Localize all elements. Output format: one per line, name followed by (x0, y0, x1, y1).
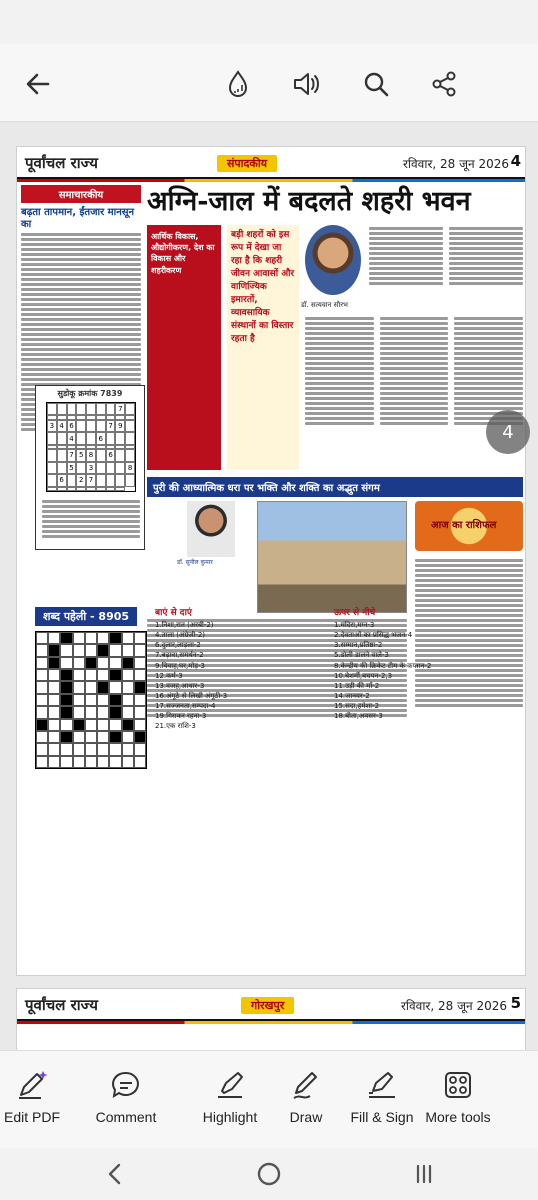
crossword-cell (36, 743, 48, 755)
edit-pdf-icon (0, 1069, 82, 1101)
across-clue: 7.बढ़ावा,समर्थन-2 (155, 651, 204, 660)
crossword-cell (97, 756, 109, 768)
search-icon[interactable] (356, 64, 396, 104)
sudoku-cell (57, 403, 67, 415)
across-clue: 9.विवाह,घर,मोड़-3 (155, 661, 205, 670)
crossword-cell (97, 719, 109, 731)
sudoku-cell (47, 432, 57, 444)
sudoku-cell (96, 474, 106, 486)
sudoku-cell (96, 449, 106, 461)
crossword-cell (73, 719, 85, 731)
crossword-cell (36, 669, 48, 681)
crossword-cell (97, 706, 109, 718)
crossword-cell (48, 632, 60, 644)
sudoku-cell (86, 403, 96, 415)
crossword-cell (122, 756, 134, 768)
crossword-cell (134, 644, 146, 656)
crossword-cell (122, 669, 134, 681)
crossword-cell (122, 694, 134, 706)
author-photo (305, 225, 361, 295)
top-toolbar (0, 44, 538, 122)
crossword-cell (109, 644, 121, 656)
system-navigation-bar (0, 1148, 538, 1200)
pdf-page-5 (16, 988, 526, 1050)
crossword-cell (85, 632, 97, 644)
headline: अग्नि-जाल में बदलते शहरी भवन (147, 186, 471, 217)
crossword-cell (48, 719, 60, 731)
crossword-cell (60, 756, 72, 768)
crossword-cell (97, 657, 109, 669)
section-label: गोरखपुर (241, 997, 294, 1014)
sudoku-cell: 2 (76, 474, 86, 486)
across-clue: 4.ताला (अंग्रेजी-2) (155, 631, 206, 640)
crossword-cell (73, 756, 85, 768)
draw-label: Draw (289, 1109, 323, 1125)
sudoku-grid (46, 402, 136, 492)
crossword-cell (73, 644, 85, 656)
crossword-cell (73, 681, 85, 693)
sudoku-cell: 3 (86, 462, 96, 474)
crossword-cell (60, 743, 72, 755)
crossword-cell (97, 743, 109, 755)
across-clue: 17.सज्जनता,सम्पदा-4 (155, 702, 216, 711)
comment-icon (76, 1069, 176, 1101)
color-stripe (17, 1021, 525, 1024)
more-tools-button[interactable] (408, 1069, 508, 1125)
crossword-cell (73, 657, 85, 669)
sudoku-cell (106, 403, 116, 415)
crossword-cell (122, 743, 134, 755)
sudoku-cell: 8 (86, 449, 96, 461)
crossword-cell (109, 681, 121, 693)
across-clue: 16.अंगूठे से लिखी अंगूठी-3 (155, 692, 228, 701)
sudoku-cell (57, 487, 67, 491)
fill-sign-label: Fill & Sign (350, 1109, 414, 1125)
crossword-cell (85, 644, 97, 656)
crossword-cell (60, 694, 72, 706)
crossword-grid (35, 631, 147, 769)
crossword-cell (36, 719, 48, 731)
sudoku-cell (57, 462, 67, 474)
newspaper-name: पूर्वांचल राज्य (25, 154, 98, 172)
more-tools-label: More tools (425, 1109, 491, 1125)
sudoku-cell: 4 (67, 432, 77, 444)
page-header (17, 147, 525, 179)
crossword-cell (85, 657, 97, 669)
comment-label: Comment (95, 1109, 157, 1125)
across-clue: 6.दुलार,लाड़ला-2 (155, 641, 201, 650)
puri-headline: पुरी की आध्यात्मिक धरा पर भक्ति और शक्ति का अद्भुत संगम (147, 477, 523, 497)
status-bar (0, 0, 538, 44)
crossword-cell (60, 644, 72, 656)
sudoku-cell (106, 432, 116, 444)
across-clue: 12.कर्म-3 (155, 671, 183, 680)
crossword-cell (48, 756, 60, 768)
crossword-cell (134, 731, 146, 743)
sudoku-cell: 7 (86, 474, 96, 486)
page-indicator[interactable]: 4 (486, 410, 530, 454)
across-clue: 13.वजह,आधार-3 (155, 681, 205, 690)
page-header (17, 989, 525, 1021)
crossword-cell (73, 706, 85, 718)
crossword-cell (85, 694, 97, 706)
sudoku-cell: 7 (115, 403, 125, 415)
crossword-cell (36, 706, 48, 718)
sudoku-cell: 5 (67, 462, 77, 474)
crossword-cell (109, 743, 121, 755)
down-clue: 3.सम्मान,प्रतिष्ठा-2 (334, 641, 383, 650)
across-clue: 21.एक राशि-3 (155, 722, 196, 731)
crossword-cell (134, 706, 146, 718)
edit-pdf-label: Edit PDF (3, 1109, 60, 1125)
editorial-tag: समाचारकीय (21, 185, 141, 203)
crossword-cell (109, 694, 121, 706)
sudoku-cell: 7 (106, 420, 116, 432)
crossword-cell (122, 719, 134, 731)
pdf-viewer[interactable] (0, 122, 538, 1050)
crossword-cell (134, 657, 146, 669)
sudoku-cell (115, 487, 125, 491)
section-label: संपादकीय (217, 155, 277, 172)
byline: डॉ. सत्यवान सौरभ (301, 301, 348, 309)
sudoku-cell (67, 403, 77, 415)
sudoku-cell (106, 487, 116, 491)
sudoku-cell: 7 (67, 449, 77, 461)
back-arrow-icon[interactable] (18, 64, 58, 104)
crossword-cell (60, 632, 72, 644)
crossword-cell (60, 719, 72, 731)
down-clue: 14.जानवर-2 (334, 692, 370, 701)
page-date: रविवार, 28 जून 2026 (402, 157, 509, 171)
puri-author-photo (187, 501, 235, 557)
sudoku-cell (57, 432, 67, 444)
sudoku-cell (125, 403, 135, 415)
sudoku-cell (115, 449, 125, 461)
crossword-cell (109, 657, 121, 669)
crossword-cell (48, 669, 60, 681)
sudoku-cell (125, 449, 135, 461)
down-clue: 15.सदा,हमेशा-2 (334, 702, 380, 711)
rashifal-title: आज का राशिफल (431, 520, 497, 531)
rashifal-banner (415, 501, 523, 551)
page-number: 4 (510, 152, 521, 170)
sudoku-cell (76, 432, 86, 444)
across-clue: 1.निशा,रात (अरबी-2) (155, 621, 214, 630)
crossword-clues (155, 607, 505, 732)
crossword-cell (73, 743, 85, 755)
crossword-cell (122, 731, 134, 743)
crossword-cell (97, 644, 109, 656)
pull-quote: बड़ी शहरों को इस रूप में देखा जा रहा है कि शहरी जीवन आवासों और वाणिज्यिक इमारतों, व्यावसायिक संस्थानों का विस्तार रहता है (227, 225, 299, 470)
crossword-cell (122, 657, 134, 669)
sudoku-cell (47, 449, 57, 461)
down-clue: 11.उड़ी की माँ-2 (334, 681, 380, 690)
crossword-cell (134, 669, 146, 681)
crossword-cell (134, 694, 146, 706)
page-number: 5 (510, 994, 521, 1012)
sudoku-cell (115, 432, 125, 444)
crossword-cell (48, 706, 60, 718)
sudoku-cell (125, 432, 135, 444)
crossword-cell (122, 706, 134, 718)
down-clue: 10.बेशर्मी,बचपन-2,3 (334, 671, 393, 680)
article-text-upper (369, 225, 523, 309)
read-aloud-icon[interactable] (286, 64, 326, 104)
more-tools-icon (408, 1069, 508, 1101)
sudoku-cell: 6 (96, 432, 106, 444)
sudoku-cell: 8 (125, 462, 135, 474)
temple-photo (257, 501, 407, 613)
crossword-cell (73, 731, 85, 743)
newspaper-name: पूर्वांचल राज्य (25, 996, 98, 1014)
crossword-cell (97, 731, 109, 743)
crossword-cell (73, 632, 85, 644)
down-heading: ऊपर से नीचे (334, 608, 376, 618)
sudoku-cell: 6 (57, 474, 67, 486)
crossword-cell (60, 681, 72, 693)
comment-button[interactable] (76, 1069, 176, 1125)
sudoku-cell (47, 462, 57, 474)
sudoku-cell (86, 432, 96, 444)
sudoku-cell: 6 (67, 420, 77, 432)
sudoku-cell (47, 474, 57, 486)
page-date: रविवार, 28 जून 2026 (400, 999, 507, 1013)
read-mode-icon[interactable] (218, 64, 258, 104)
crossword-cell (36, 731, 48, 743)
sudoku-cell (76, 420, 86, 432)
down-clue: 5.डोली डालने वाले-3 (334, 651, 389, 660)
crossword-cell (60, 669, 72, 681)
crossword-cell (48, 731, 60, 743)
sudoku-cell (96, 462, 106, 474)
crossword-cell (36, 694, 48, 706)
sudoku-cell (96, 403, 106, 415)
down-clues (334, 607, 505, 732)
crossword-cell (122, 644, 134, 656)
crossword-cell (134, 681, 146, 693)
sudoku-cell (106, 462, 116, 474)
sudoku-cell (86, 420, 96, 432)
crossword-puzzle (35, 607, 505, 887)
sudoku-cell: 9 (115, 420, 125, 432)
crossword-cell (109, 632, 121, 644)
sudoku-cell (106, 474, 116, 486)
home-nav-icon[interactable] (249, 1158, 289, 1190)
crossword-cell (48, 743, 60, 755)
puri-author-name: डॉ. सुनील कुमार (177, 559, 213, 566)
crossword-cell (36, 632, 48, 644)
across-clue: 19.गिराकर रहना-3 (155, 712, 207, 721)
crossword-cell (60, 706, 72, 718)
sudoku-cell (57, 449, 67, 461)
sudoku-cell (76, 487, 86, 491)
sudoku-cell (47, 487, 57, 491)
sudoku-cell (67, 487, 77, 491)
crossword-cell (48, 681, 60, 693)
crossword-cell (134, 756, 146, 768)
crossword-cell (122, 632, 134, 644)
crossword-cell (109, 706, 121, 718)
sudoku-instructions (42, 498, 140, 540)
recents-nav-icon[interactable] (404, 1158, 444, 1190)
crossword-cell (85, 756, 97, 768)
feature-article (147, 225, 523, 505)
down-clue: 2.देवताओं का प्रसिद्ध भजन-4 (334, 631, 413, 640)
sudoku-cell: 5 (76, 449, 86, 461)
sudoku-cell: 3 (47, 420, 57, 432)
down-clue: 8.केन्द्रीय की क्रिकेट टीम के कप्तान-2 (334, 661, 432, 670)
sudoku-cell (125, 420, 135, 432)
crossword-cell (134, 632, 146, 644)
editorial-title: बढ़ता तापमान, ईंतजार मानसून का (21, 207, 135, 230)
crossword-cell (97, 681, 109, 693)
down-clue: 18.बीता,अवसर-3 (334, 712, 383, 721)
sudoku-cell (115, 474, 125, 486)
crossword-cell (48, 694, 60, 706)
sudoku-cell (96, 487, 106, 491)
crossword-cell (48, 644, 60, 656)
sudoku-cell (96, 420, 106, 432)
sudoku-cell (67, 474, 77, 486)
crossword-cell (85, 731, 97, 743)
crossword-cell (85, 681, 97, 693)
sudoku-title: सुडोकू क्रमांक 7839 (57, 389, 123, 398)
crossword-cell (85, 706, 97, 718)
pdf-page-4 (16, 146, 526, 976)
share-icon[interactable] (424, 64, 464, 104)
sudoku-cell: 6 (106, 449, 116, 461)
crossword-cell (85, 669, 97, 681)
crossword-cell (48, 657, 60, 669)
crossword-cell (36, 644, 48, 656)
sudoku-cell (47, 403, 57, 415)
highlight-label: Highlight (202, 1109, 258, 1125)
sudoku-cell: 4 (57, 420, 67, 432)
edit-pdf-button[interactable] (0, 1069, 82, 1125)
crossword-cell (85, 719, 97, 731)
highlight-panel: आर्थिक विकास, औद्योगीकरण, देश का विकास और शहरीकरण (147, 225, 221, 470)
sudoku-cell (76, 403, 86, 415)
crossword-cell (60, 731, 72, 743)
crossword-cell (109, 719, 121, 731)
down-clue: 1.मंदिरा,मग्न-3 (334, 621, 375, 630)
crossword-cell (85, 743, 97, 755)
across-clues (155, 607, 326, 732)
tools-bar (0, 1050, 538, 1148)
sudoku-cell (86, 487, 96, 491)
crossword-cell (109, 756, 121, 768)
crossword-cell (122, 681, 134, 693)
crossword-title: शब्द पहेली - 8905 (35, 607, 137, 626)
back-nav-icon[interactable] (94, 1158, 134, 1190)
sudoku-cell (76, 462, 86, 474)
crossword-cell (109, 731, 121, 743)
article-text (305, 315, 523, 475)
crossword-cell (36, 681, 48, 693)
crossword-cell (60, 657, 72, 669)
crossword-cell (73, 669, 85, 681)
crossword-cell (73, 694, 85, 706)
sudoku-cell (115, 462, 125, 474)
crossword-cell (134, 743, 146, 755)
crossword-cell (36, 756, 48, 768)
sudoku-cell (125, 474, 135, 486)
crossword-cell (97, 669, 109, 681)
crossword-cell (97, 694, 109, 706)
sudoku-puzzle (35, 385, 145, 550)
color-stripe (17, 179, 525, 182)
crossword-cell (36, 657, 48, 669)
crossword-cell (97, 632, 109, 644)
crossword-cell (109, 669, 121, 681)
crossword-cell (134, 719, 146, 731)
across-heading: बाएं से दाएं (155, 608, 192, 618)
